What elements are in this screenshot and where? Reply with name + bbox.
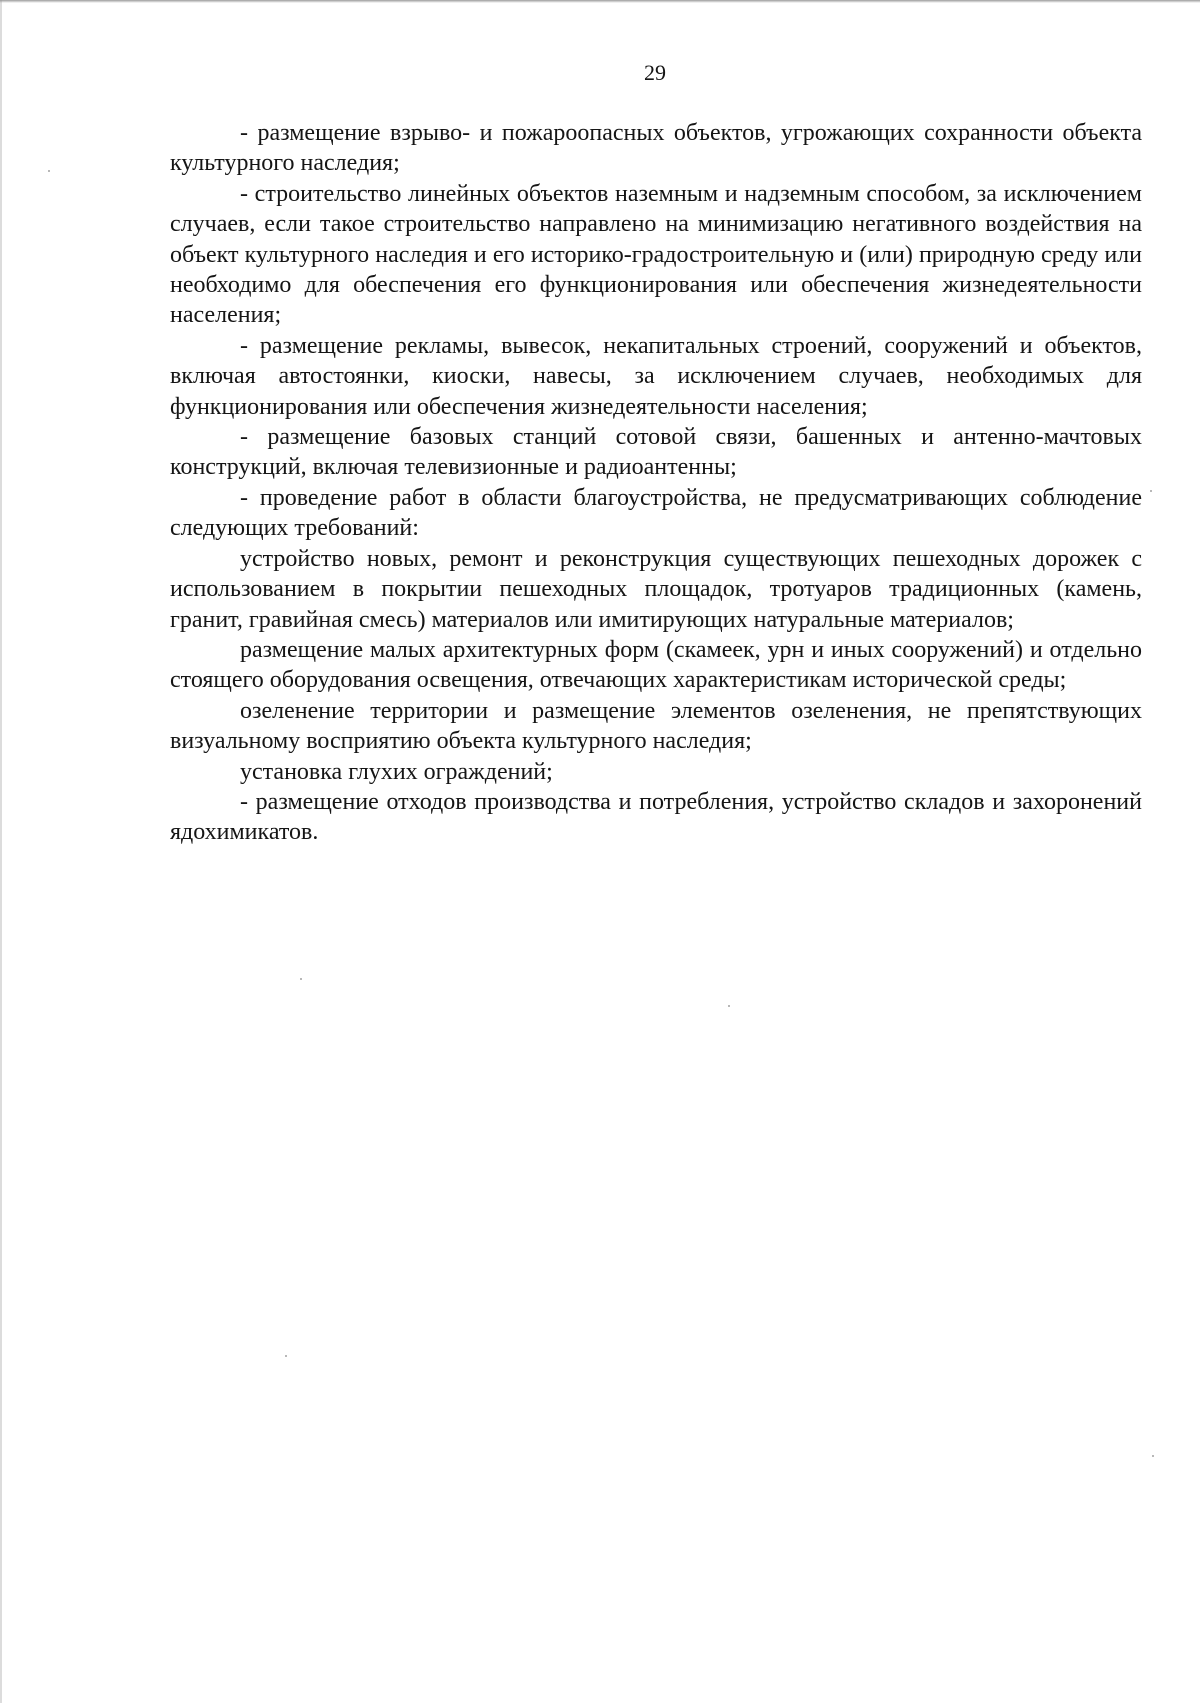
paragraph-landscaping-works: - проведение работ в области благоустройства, не предусматривающих соблюдение следующих требований: [170,484,1142,542]
scan-speck [1150,490,1152,492]
paragraph-fences: установка глухих ограждений; [240,758,553,785]
paragraph-linear-objects: - строительство линейных объектов наземным и надземным способом, за исключением случаев, если такое строительство направлено на минимизацию негативного воздействия на объект культурного наследия и его историко-градостроительную и (или) природную среду или необходимо для обеспечения его функционирования или обеспечения жизнедеятельности населения; [170,180,1142,329]
paragraph-small-architectural-forms: размещение малых архитектурных форм (скамеек, урн и иных сооружений) и отдельно стоящего оборудования освещения, отвечающих характеристикам исторической среды; [170,636,1142,694]
scan-speck [728,1005,730,1007]
paragraph-greening: озеленение территории и размещение элементов озеленения, не препятствующих визуальному восприятию объекта культурного наследия; [170,697,1142,755]
scan-speck [48,170,50,172]
scan-edge-top [0,0,1200,3]
scan-speck [300,978,302,980]
paragraph-base-stations: - размещение базовых станций сотовой связи, башенных и антенно-мачтовых конструкций, включая телевизионные и радиоантенны; [170,424,1142,481]
scan-speck [285,1355,287,1357]
paragraph-pathways: устройство новых, ремонт и реконструкция существующих пешеходных дорожек с использованием в покрытии пешеходных площадок, тротуаров традиционных (камень, гранит, гравийная смесь) материалов или имитирующих натуральные материалов; [170,545,1142,633]
scan-speck [1152,1455,1154,1457]
page-number: 29 [644,60,666,85]
paragraph-explosive-objects: - размещение взрыво- и пожароопасных объектов, угрожающих сохранности объекта культурного наследия; [170,120,1142,177]
scan-edge-left [0,0,2,1703]
paragraph-advertising: - размещение рекламы, вывесок, некапитальных строений, сооружений и объектов, включая автостоянки, киоски, навесы, за исключением случаев, необходимых для функционирования или обеспечения жизнедеятельности населения; [170,332,1142,420]
paragraph-waste: - размещение отходов производства и потребления, устройство складов и захоронений ядохимикатов. [170,788,1142,846]
document-body [170,118,1142,848]
